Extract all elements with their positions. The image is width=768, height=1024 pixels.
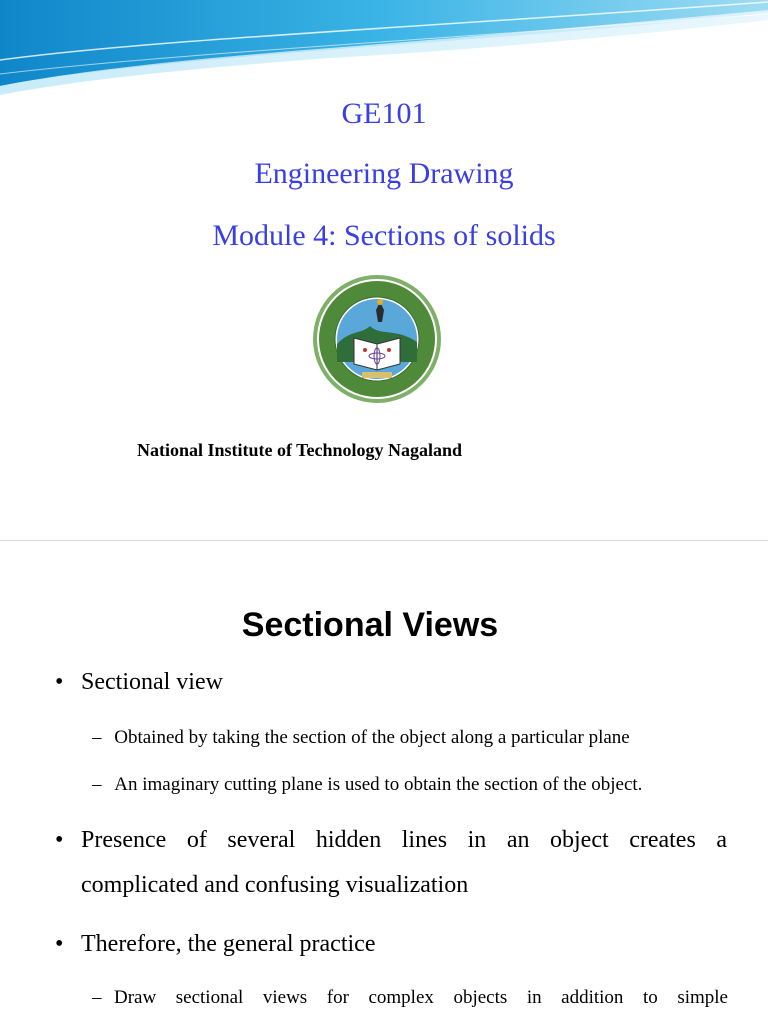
bullet-marker: • [55,931,64,957]
course-name: Engineering Drawing [254,157,514,190]
bullet-text: Sectional view [81,669,223,695]
sub-bullet-text: Obtained by taking the section of the object along a particular plane [114,727,630,748]
institute-seal-logo [310,272,444,406]
bullet-marker: • [55,827,64,853]
sub-bullet-text: An imaginary cutting plane is used to obtain the section of the object. [114,774,643,795]
module-title: Module 4: Sections of solids [212,219,556,252]
bullet-text: Therefore, the general practice [81,931,376,957]
header-wave-decoration [0,0,768,95]
dash-marker: – [92,727,102,748]
dash-marker: – [92,987,102,1008]
sub-bullet-draw-sectional: Draw sectional views for complex objects in addition to simple [114,987,728,1008]
sub-bullet-obtained [92,726,630,750]
course-code: GE101 [341,97,427,130]
sub-bullet-dash [92,986,102,1010]
bullet-presence-line-2: complicated and confusing visualization [81,872,469,898]
institute-name: National Institute of Technology Nagaland [137,440,463,460]
slide-title: Sectional Views [241,606,499,644]
bullet-presence-line-1: Presence of several hidden lines in an object creates a [81,827,727,853]
sub-bullet-imaginary [92,773,642,797]
bullet-marker: • [55,669,64,695]
slide-divider [0,540,768,541]
dash-marker: – [92,774,102,795]
